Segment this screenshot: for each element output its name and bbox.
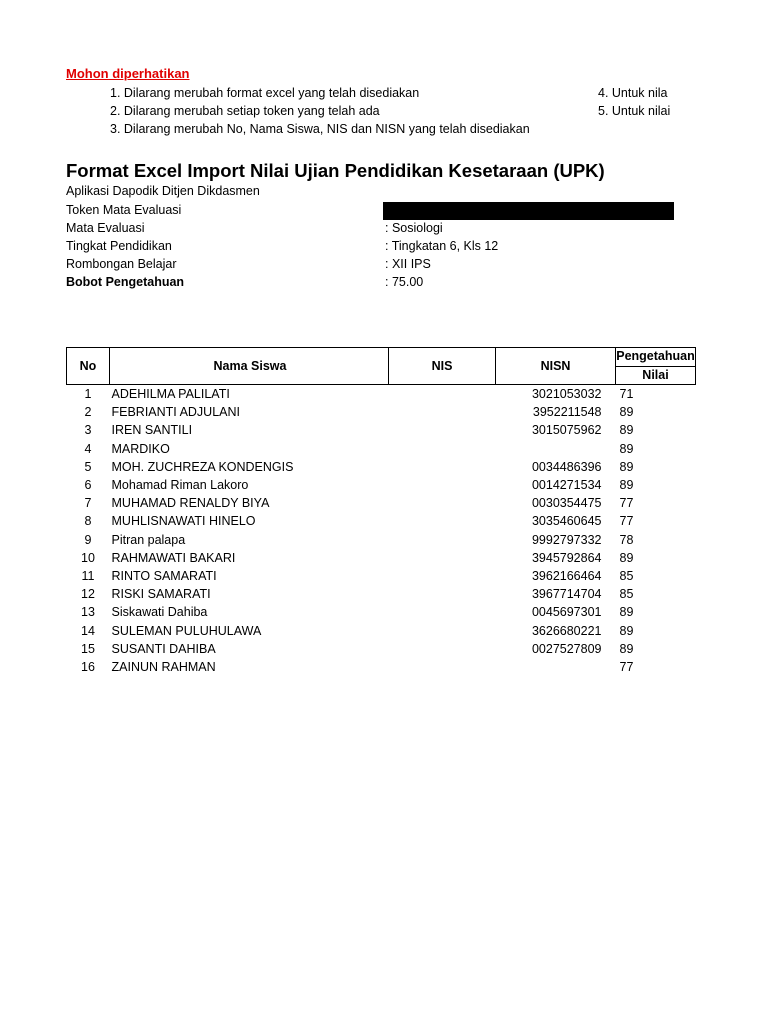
header-nisn: NISN: [496, 348, 616, 385]
row-nisn-cell: 9992797332: [531, 532, 602, 547]
table-row: [67, 421, 696, 439]
field-label-subject: Mata Evaluasi: [66, 221, 145, 235]
row-no-cell: 14: [81, 623, 95, 638]
row-no-cell: 6: [84, 478, 92, 493]
rule-1: 1. Dilarang merubah format excel yang telah disediakan: [110, 86, 420, 100]
row-name-cell: MUHLISNAWATI HINELO: [111, 514, 256, 529]
field-value-class: : XII IPS: [385, 257, 431, 271]
row-name-cell: IREN SANTILI: [111, 423, 193, 438]
row-value-input[interactable]: 89: [619, 459, 634, 474]
row-nisn-cell: 3015075962: [531, 423, 602, 438]
row-nisn-cell: 3945792864: [531, 550, 602, 565]
table-row: [67, 403, 696, 421]
row-nis-cell: [389, 603, 496, 621]
row-name-cell: Mohamad Riman Lakoro: [111, 478, 249, 493]
table-row: [67, 476, 696, 494]
row-nisn-cell: 0034486396: [531, 459, 602, 474]
row-value-input[interactable]: 89: [619, 550, 634, 565]
row-nis-cell: [389, 567, 496, 585]
row-value-input[interactable]: 77: [619, 660, 634, 675]
row-nis-cell: [389, 385, 496, 404]
row-value-input[interactable]: 89: [619, 641, 634, 656]
row-no-cell: 8: [84, 514, 92, 529]
table-row: [67, 585, 696, 603]
header-no: No: [67, 348, 110, 385]
table-row: [67, 458, 696, 476]
table-row: [67, 512, 696, 530]
field-label-weight: Bobot Pengetahuan: [66, 275, 185, 289]
row-value-input[interactable]: 89: [619, 605, 634, 620]
row-nis-cell: [389, 585, 496, 603]
row-name-cell: MARDIKO: [111, 441, 170, 456]
row-nisn-cell: 3021053032: [531, 387, 602, 401]
row-nis-cell: [389, 531, 496, 549]
row-value-input[interactable]: 78: [619, 532, 634, 547]
row-name-cell: RINTO SAMARATI: [111, 569, 217, 584]
row-name-cell: ZAINUN RAHMAN: [111, 660, 216, 675]
rule-5: 5. Untuk nilai: [598, 104, 671, 118]
header-group-knowledge: Pengetahuan: [616, 348, 696, 367]
token-redacted-bar: [383, 202, 674, 220]
row-no-cell: 15: [81, 641, 95, 656]
row-nis-cell: [389, 421, 496, 439]
row-value-input[interactable]: 77: [619, 496, 634, 511]
row-name-cell: Pitran palapa: [111, 532, 186, 547]
row-name-cell: RISKI SAMARATI: [111, 587, 211, 602]
row-nisn-cell: 3962166464: [531, 569, 602, 584]
rule-2: 2. Dilarang merubah setiap token yang telah ada: [110, 104, 380, 118]
table-row: [67, 603, 696, 621]
row-name-cell: FEBRIANTI ADJULANI: [111, 405, 240, 420]
row-nisn-cell: 3967714704: [531, 587, 602, 602]
table-row: [67, 385, 696, 404]
field-label-class: Rombongan Belajar: [66, 257, 177, 271]
row-nis-cell: [389, 549, 496, 567]
field-label-level: Tingkat Pendidikan: [66, 239, 172, 253]
notice-title: Mohon diperhatikan: [66, 66, 190, 81]
row-nis-cell: [389, 512, 496, 530]
row-value-input[interactable]: 89: [619, 423, 634, 438]
table-row: [67, 440, 696, 458]
row-value-input[interactable]: 89: [619, 623, 634, 638]
row-nisn-cell: 0045697301: [531, 605, 602, 620]
document-title: Format Excel Import Nilai Ujian Pendidikan Kesetaraan (UPK): [66, 160, 605, 181]
row-nis-cell: [389, 403, 496, 421]
row-no-cell: 3: [84, 423, 92, 438]
row-nisn-cell: [496, 658, 616, 676]
row-nisn-cell: 3952211548: [532, 405, 602, 420]
table-body: [67, 385, 696, 677]
row-name-cell: MOH. ZUCHREZA KONDENGIS: [111, 459, 294, 474]
row-nis-cell: [389, 622, 496, 640]
row-no-cell: 7: [84, 496, 92, 511]
row-value-input[interactable]: 89: [619, 441, 634, 456]
row-nisn-cell: [496, 440, 616, 458]
row-nis-cell: [389, 494, 496, 512]
header-name: Nama Siswa: [110, 348, 389, 385]
table-row: [67, 640, 696, 658]
row-nisn-cell: 3626680221: [531, 623, 602, 638]
row-no-cell: 2: [84, 405, 92, 420]
row-nis-cell: [389, 476, 496, 494]
rule-3: 3. Dilarang merubah No, Nama Siswa, NIS dan NISN yang telah disediakan: [110, 122, 530, 136]
row-nisn-cell: 0027527809: [531, 641, 602, 656]
row-no-cell: 11: [81, 569, 95, 584]
row-nisn-cell: 0014271534: [531, 478, 602, 493]
row-no-cell: 10: [81, 550, 95, 565]
rule-4: 4. Untuk nila: [598, 86, 668, 100]
row-no-cell: 13: [81, 605, 95, 620]
row-name-cell: MUHAMAD RENALDY BIYA: [111, 496, 270, 511]
row-nis-cell: [389, 658, 496, 676]
row-nis-cell: [389, 458, 496, 476]
row-no-cell: 9: [84, 532, 92, 547]
grades-table: [66, 347, 696, 676]
row-value-input[interactable]: 85: [619, 587, 634, 602]
table-row: [67, 549, 696, 567]
field-label-token: Token Mata Evaluasi: [66, 203, 182, 217]
row-value-input[interactable]: 89: [619, 405, 634, 420]
row-value-input[interactable]: 77: [619, 514, 634, 529]
row-nisn-cell: 3035460645: [531, 514, 602, 529]
row-nis-cell: [389, 440, 496, 458]
field-value-subject: : Sosiologi: [385, 221, 443, 235]
row-value-input[interactable]: 89: [619, 478, 634, 493]
table-row: [67, 658, 696, 676]
document-subtitle: Aplikasi Dapodik Ditjen Dikdasmen: [66, 184, 260, 198]
row-no-cell: 16: [81, 660, 95, 675]
row-no-cell: 1: [84, 387, 92, 401]
table-row: [67, 622, 696, 640]
table-row: [67, 531, 696, 549]
table-row: [67, 494, 696, 512]
row-name-cell: ADEHILMA PALILATI: [111, 387, 230, 401]
row-value-input[interactable]: 85: [619, 569, 634, 584]
row-nis-cell: [389, 640, 496, 658]
row-name-cell: SUSANTI DAHIBA: [111, 641, 216, 656]
row-nisn-cell: 0030354475: [531, 496, 602, 511]
row-no-cell: 5: [84, 459, 92, 474]
row-name-cell: Siskawati Dahiba: [111, 605, 208, 620]
row-name-cell: RAHMAWATI BAKARI: [111, 550, 236, 565]
row-value-input[interactable]: 71: [619, 387, 634, 401]
row-no-cell: 4: [84, 441, 92, 456]
header-nis: NIS: [389, 348, 496, 385]
table-row: [67, 567, 696, 585]
field-value-weight: : 75.00: [385, 275, 424, 289]
field-value-level: : Tingkatan 6, Kls 12: [385, 239, 499, 253]
row-no-cell: 12: [81, 587, 95, 602]
row-name-cell: SULEMAN PULUHULAWA: [111, 623, 262, 638]
header-value: Nilai: [616, 366, 696, 385]
